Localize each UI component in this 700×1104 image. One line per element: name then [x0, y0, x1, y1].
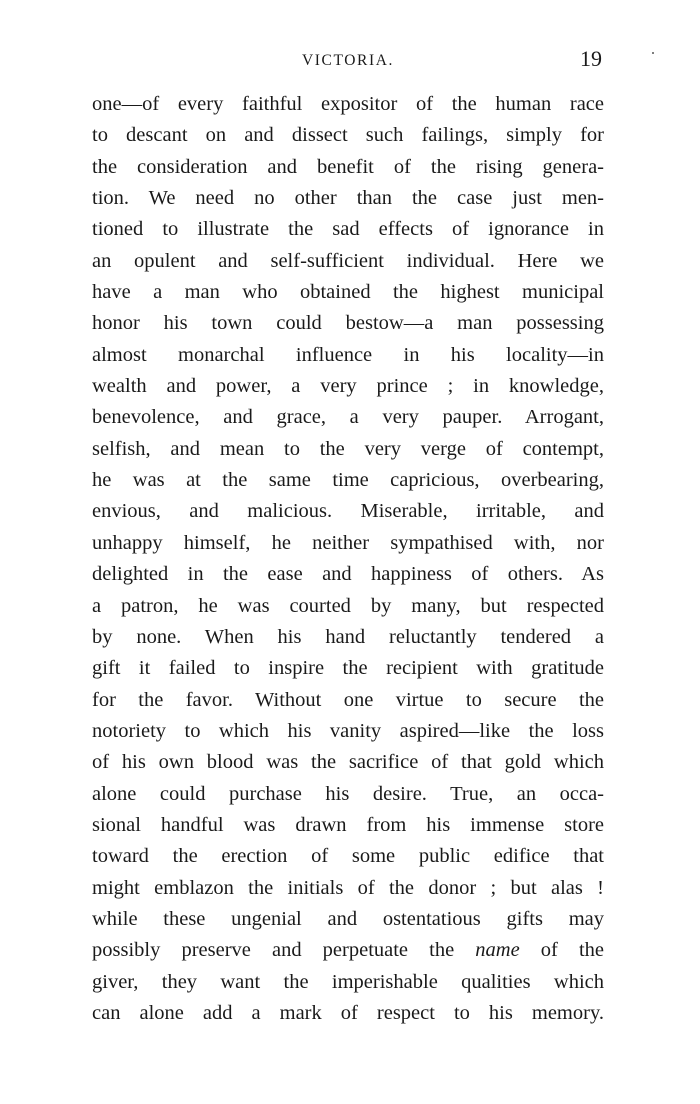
text-line: the consideration and benefit of the rising genera-: [92, 155, 604, 178]
running-head: [92, 46, 604, 76]
text-line: while these ungenial and ostentatious gifts may: [92, 907, 604, 930]
text-line: almost monarchal influence in his locality—in: [92, 343, 604, 366]
text-line: sional handful was drawn from his immense store: [92, 813, 604, 836]
text-line-end: of the: [519, 939, 604, 962]
text-line: one—of every faithful expositor of the human race: [92, 93, 604, 115]
body-text: [92, 89, 604, 1029]
text-line: a patron, he was courted by many, but respected: [92, 594, 604, 617]
running-title: VICTORIA.: [301, 52, 395, 69]
text-line: of his own blood was the sacrifice of that gold which: [92, 751, 604, 774]
text-line: benevolence, and grace, a very pauper. Arrogant,: [92, 406, 604, 429]
text-line: he was at the same time capricious, overbearing,: [92, 469, 604, 492]
text-line-start: possibly preserve and perpetuate the: [92, 939, 476, 962]
text-line: honor his town could bestow—a man possessing: [92, 312, 604, 335]
text-line: for the favor. Without one virtue to secure the: [92, 688, 604, 711]
paper-speck: [652, 52, 654, 54]
text-line: wealth and power, a very prince ; in knowledge,: [92, 375, 604, 398]
text-line: to descant on and dissect such failings, simply for: [92, 124, 604, 147]
text-line: can alone add a mark of respect to his memory.: [92, 1001, 604, 1024]
text-line: gift it failed to inspire the recipient with gratitude: [92, 657, 604, 680]
text-line: tioned to illustrate the sad effects of ignorance in: [92, 218, 604, 241]
text-line: have a man who obtained the highest municipal: [92, 281, 604, 304]
text-line: alone could purchase his desire. True, an occa-: [92, 782, 604, 805]
text-line: toward the erection of some public edifice that: [92, 845, 604, 868]
text-line: giver, they want the imperishable qualities which: [92, 970, 604, 993]
text-line: envious, and malicious. Miserable, irritable, and: [92, 500, 604, 523]
text-line: notoriety to which his vanity aspired—like the loss: [92, 719, 604, 742]
page-number: 19: [580, 46, 602, 71]
text-line-with-italic: [92, 935, 604, 966]
text-line: unhappy himself, he neither sympathised with, nor: [92, 531, 604, 554]
text-line: tion. We need no other than the case just men-: [92, 187, 604, 210]
text-line: by none. When his hand reluctantly tendered a: [92, 625, 604, 648]
italic-word: name: [475, 939, 520, 962]
text-line: might emblazon the initials of the donor ; but alas !: [92, 876, 604, 899]
text-line: an opulent and self-sufficient individual. Here we: [92, 249, 604, 272]
text-line: delighted in the ease and happiness of others. As: [92, 563, 604, 586]
text-line: selfish, and mean to the very verge of contempt,: [92, 437, 604, 460]
